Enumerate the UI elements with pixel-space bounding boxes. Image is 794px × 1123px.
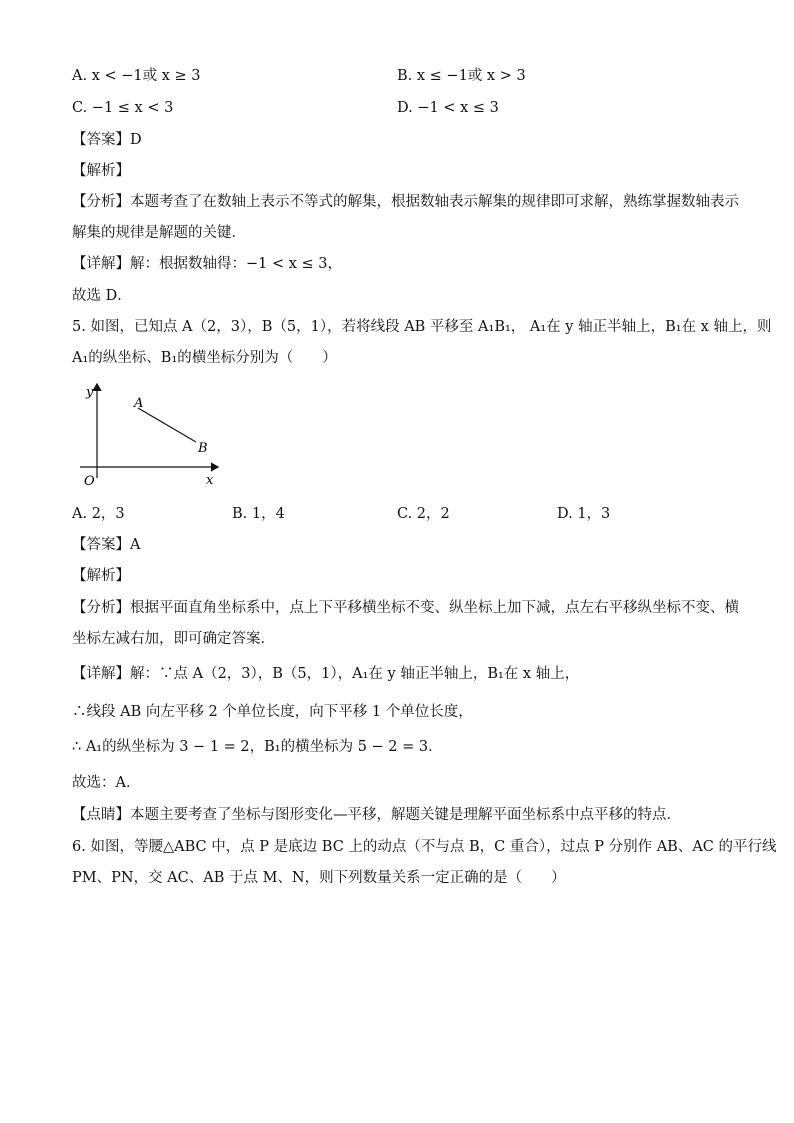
point-a-label: A [134,396,144,411]
q5-stem-line-2: A₁的纵坐标、B₁的横坐标分别为（ ） [72,350,337,366]
q4-option-b: B. x ≤ −1或 x > 3 [397,68,526,84]
q5-choose: 故选：A． [72,775,141,791]
x-axis-label: x [206,473,214,488]
q4-choose: 故选 D． [72,288,132,304]
q6-stem-line-2: PM、PN，交 AC、AB 于点 M、N，则下列数量关系一定正确的是（ ） [72,870,566,886]
q5-coordinate-figure [72,378,232,490]
q5-option-c: C. 2，2 [397,506,450,522]
q4-analysis-heading: 【解析】 [72,163,130,179]
q4-answer: 【答案】D [72,132,142,148]
q5-comment: 【点睛】本题主要考查了坐标与图形变化—平移，解题关键是理解平面坐标系中点平移的特点． [72,807,681,823]
q4-option-d: D. −1 < x ≤ 3 [397,100,499,116]
q5-analysis-line-2: 坐标左减右加，即可确定答案． [72,631,275,647]
q5-detail-line-3: ∴ A₁的纵坐标为 3 − 1 = 2，B₁的横坐标为 5 − 2 = 3． [72,739,443,755]
y-axis-label: y [86,385,94,400]
q4-option-a: A. x < −1或 x ≥ 3 [72,68,201,84]
q5-option-b: B. 1，4 [232,506,285,522]
q6-stem-line-1: 6. 如图，等腰△ABC 中，点 P 是底边 BC 上的动点（不与点 B，C 重合），过点 P 分别作 AB、AC 的平行线 [72,839,777,855]
q5-analysis-line-1: 【分析】根据平面直角坐标系中，点上下平移横坐标不变、纵坐标上加下减，点左右平移纵坐标不变、横 [72,600,739,616]
q4-analysis-line-2: 解集的规律是解题的关键． [72,225,246,241]
q5-answer: 【答案】A [72,537,141,553]
q4-analysis-line-1: 【分析】本题考查了在数轴上表示不等式的解集，根据数轴表示解集的规律即可求解，熟练掌握数轴表示 [72,194,739,210]
q5-option-d: D. 1，3 [557,506,611,522]
origin-label: O [84,474,95,489]
segment-ab [138,408,196,442]
q4-option-c: C. −1 ≤ x < 3 [72,100,174,116]
q5-option-a: A. 2，3 [72,506,125,522]
q5-detail-line-2: ∴线段 AB 向左平移 2 个单位长度，向下平移 1 个单位长度， [72,704,473,720]
point-b-label: B [198,441,208,456]
q4-detail: 【详解】解：根据数轴得：−1 < x ≤ 3， [72,256,343,272]
q5-analysis-heading: 【解析】 [72,568,130,584]
q5-detail-line-1: 【详解】解：∵点 A（2，3），B（5，1），A₁在 y 轴正半轴上，B₁在 x 轴上， [72,666,580,682]
q5-stem-line-1: 5. 如图，已知点 A（2，3），B（5，1），若将线段 AB 平移至 A₁B₁， A₁在 y 轴正半轴上，B₁在 x 轴上，则 [72,319,772,335]
